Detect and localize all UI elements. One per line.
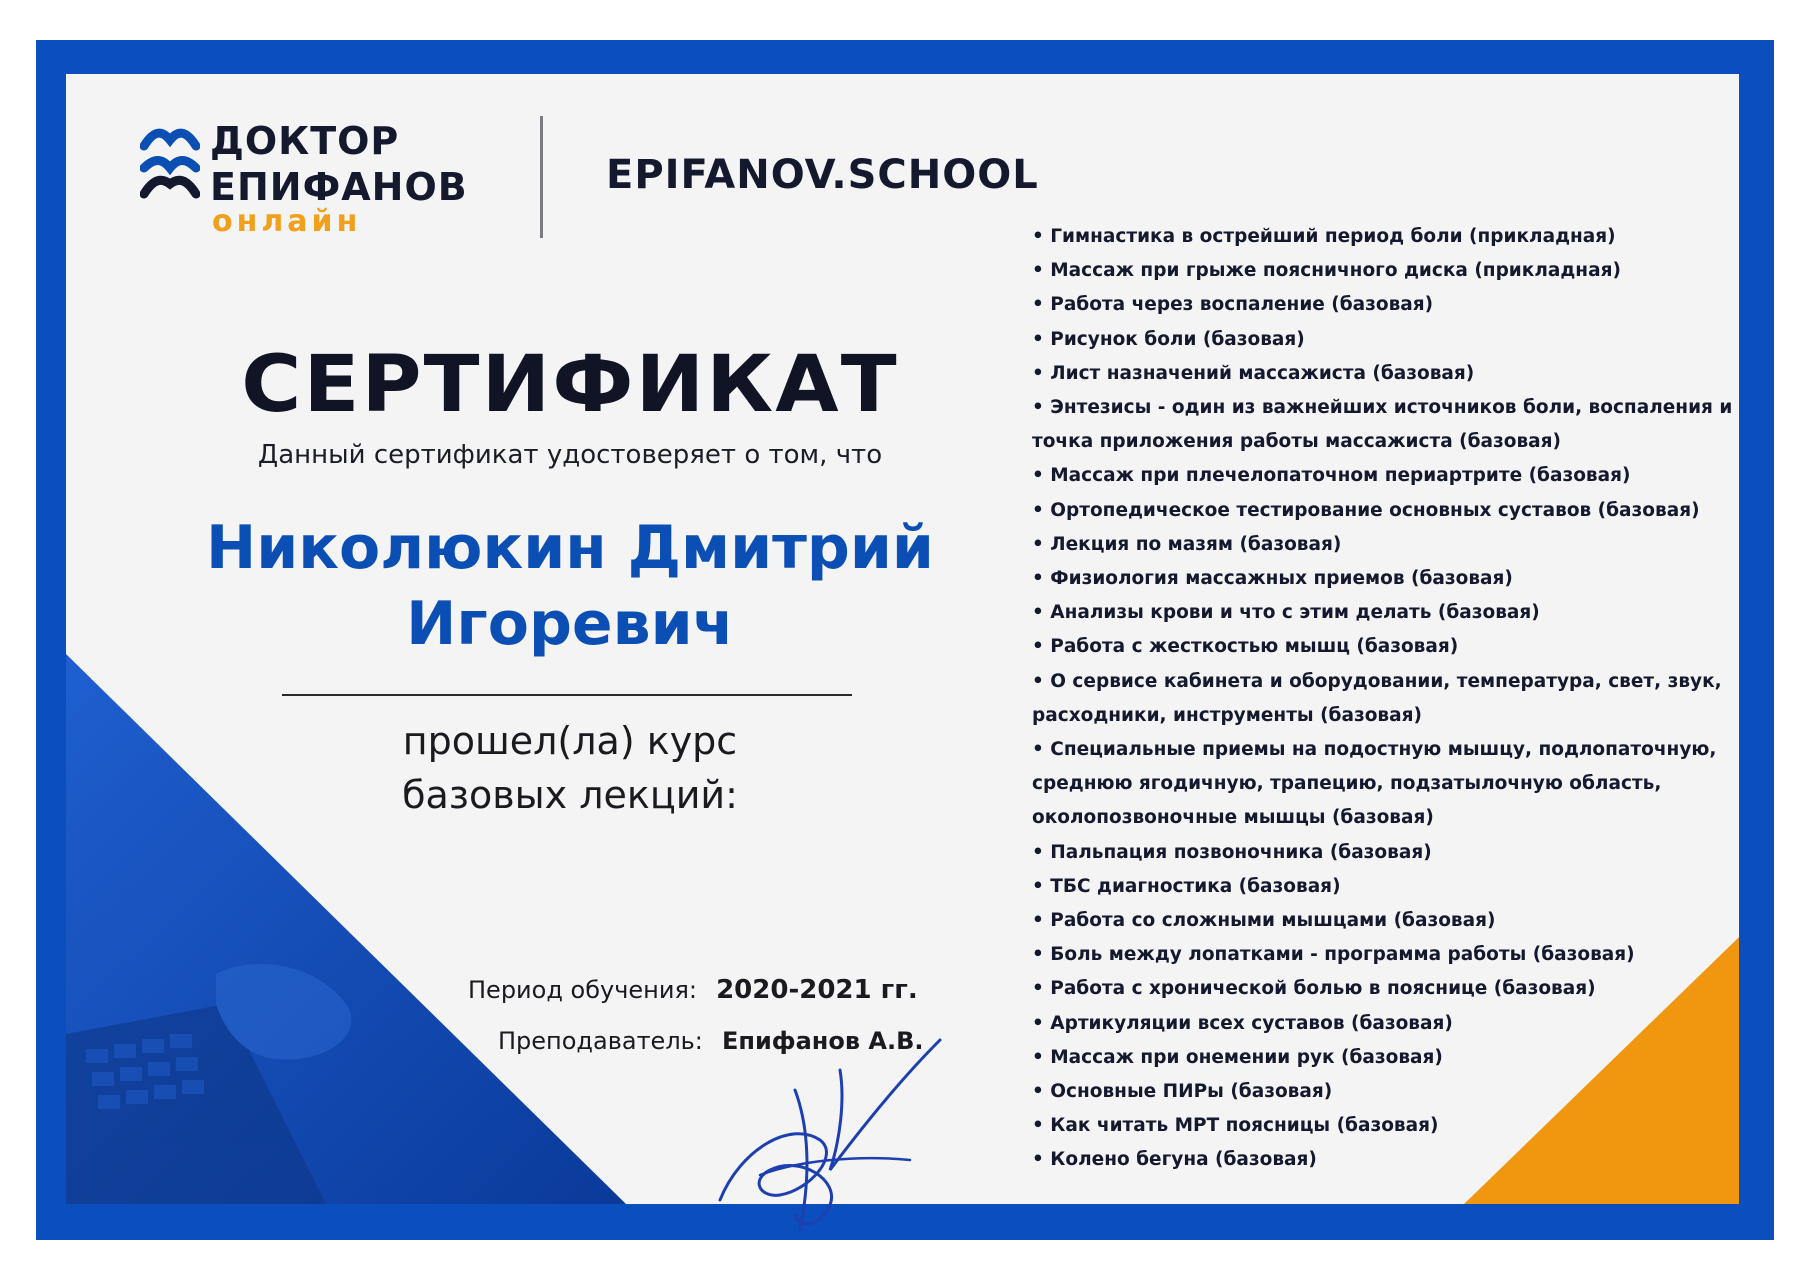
logo-line-1: ДОКТОР <box>210 119 400 163</box>
signature <box>700 1030 950 1240</box>
list-item: • О сервисе кабинета и оборудовании, температура, свет, звук, расходники, инструменты (базовая) <box>1032 670 1722 726</box>
list-item: • Физиология массажных приемов (базовая) <box>1032 568 1513 590</box>
course-line-2: базовых лекций: <box>402 773 738 817</box>
list-item: • Энтезисы - один из важнейших источников боли, воспаления и точка приложения работы массажиста (базовая) <box>1032 397 1733 453</box>
course-line-1: прошел(ла) курс <box>402 719 738 763</box>
logo-line-2: ЕПИФАНОВ <box>210 165 468 209</box>
recipient-name-line-2: Игоревич <box>406 589 734 659</box>
teacher-label: Преподаватель: <box>498 1027 703 1055</box>
school-name: EPIFANOV.SCHOOL <box>606 152 1039 198</box>
certificate-subtitle: Данный сертификат удостоверяет о том, что <box>257 440 883 470</box>
list-item: • Массаж при онемении рук (базовая) <box>1032 1046 1443 1068</box>
list-item: • Колено бегуна (базовая) <box>1032 1149 1317 1171</box>
list-item: • Работа с хронической болью в пояснице (базовая) <box>1032 978 1596 1000</box>
lecture-list <box>1022 220 1742 1178</box>
list-item: • Массаж при грыже поясничного диска (прикладная) <box>1032 260 1621 282</box>
list-item: • Пальпация позвоночника (базовая) <box>1032 841 1432 863</box>
list-item: • Массаж при плечелопаточном периартрите (базовая) <box>1032 465 1631 487</box>
list-item: • Артикуляции всех суставов (базовая) <box>1032 1012 1453 1034</box>
course-caption <box>150 714 990 822</box>
period-label: Период обучения: <box>468 976 697 1004</box>
list-item: • Работа со сложными мышцами (базовая) <box>1032 910 1496 932</box>
list-item: • Работа с жесткостью мышц (базовая) <box>1032 636 1459 658</box>
period-value: 2020-2021 гг. <box>716 975 918 1005</box>
list-item: • Специальные приемы на подостную мышцу, подлопаточную, среднюю ягодичную, трапецию, подзатылочную область, околопозвоночные мышцы (базовая) <box>1032 739 1717 829</box>
certificate-title: СЕРТИФИКАТ <box>241 340 899 430</box>
teacher-value: Епифанов А.В. <box>721 1027 924 1055</box>
waves-logo-icon <box>140 124 200 204</box>
list-item: • Лекция по мазям (базовая) <box>1032 533 1342 555</box>
list-item: • Гимнастика в острейший период боли (прикладная) <box>1032 226 1616 247</box>
logo-online: онлайн <box>212 204 362 239</box>
list-item: • ТБС диагностика (базовая) <box>1032 875 1341 897</box>
list-item: • Рисунок боли (базовая) <box>1032 328 1305 350</box>
name-underline <box>282 694 852 696</box>
list-item: • Ортопедическое тестирование основных суставов (базовая) <box>1032 499 1700 521</box>
list-item: • Как читать МРТ поясницы (базовая) <box>1032 1115 1439 1137</box>
logo-divider <box>540 116 543 238</box>
recipient-name-line-1: Николюкин Дмитрий <box>206 513 934 583</box>
list-item: • Основные ПИРы (базовая) <box>1032 1081 1333 1103</box>
list-item: • Анализы крови и что с этим делать (базовая) <box>1032 602 1540 624</box>
list-item: • Лист назначений массажиста (базовая) <box>1032 362 1475 384</box>
logo-name <box>210 118 468 210</box>
list-item: • Боль между лопатками - программа работы (базовая) <box>1032 944 1635 966</box>
period-row <box>468 975 918 1005</box>
list-item: • Работа через воспаление (базовая) <box>1032 294 1434 316</box>
recipient-name <box>150 510 990 662</box>
